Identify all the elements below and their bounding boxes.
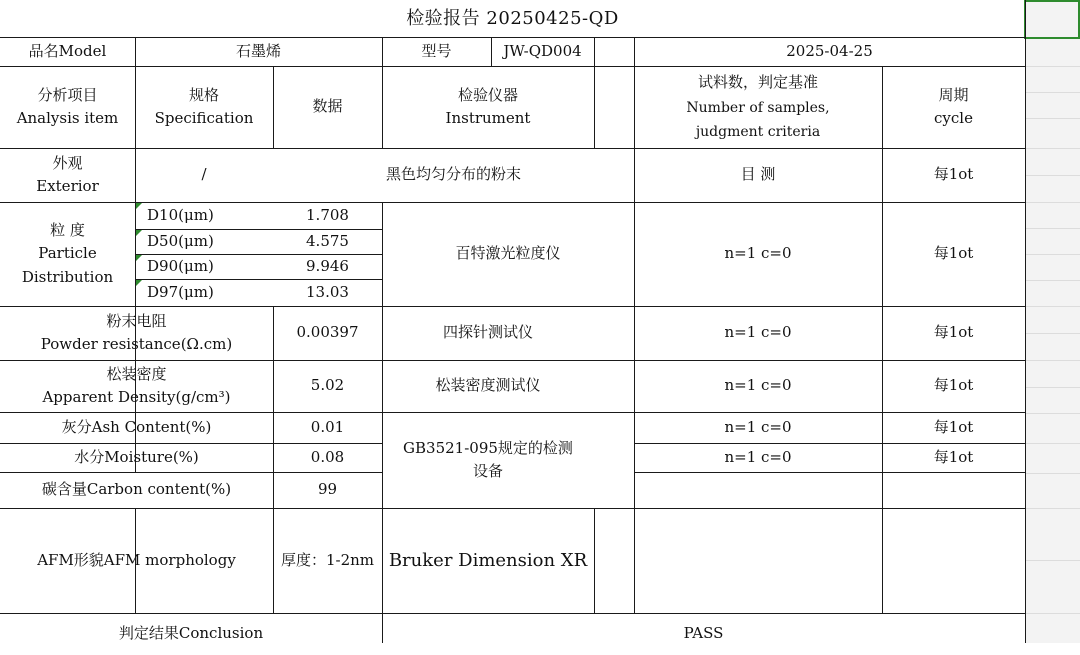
density-value: 5.02	[310, 376, 345, 395]
product-name-value: 石墨烯	[235, 41, 281, 60]
particle-spec-d97: D97(μm)	[147, 282, 214, 301]
product-name-label: 品名Model	[28, 41, 107, 60]
ash-cycle: 每1ot	[933, 417, 974, 436]
moisture-item: 水分Moisture(%)	[74, 447, 199, 466]
column-header-specification: 规格 Specification	[154, 85, 254, 127]
density-criteria: n=1 c=0	[724, 376, 792, 395]
gb-instrument: GB3521-095规定的检测 设备	[403, 438, 573, 480]
carbon-item: 碳含量Carbon content(%)	[41, 480, 232, 499]
conclusion-value: PASS	[683, 624, 724, 643]
moisture-value: 0.08	[310, 447, 345, 466]
afm-value: 厚度：1-2nm	[280, 550, 375, 569]
ash-criteria: n=1 c=0	[724, 417, 792, 436]
column-header-analysis-item: 分析项目 Analysis item	[16, 85, 119, 127]
exterior-value: 黑色均匀分布的粉末	[385, 165, 521, 184]
exterior-spec: /	[201, 165, 207, 184]
particle-value-d10: 1.708	[306, 205, 349, 224]
moisture-cycle: 每1ot	[933, 447, 974, 466]
density-instrument: 松装密度测试仪	[435, 376, 541, 395]
exterior-criteria: 目 测	[740, 165, 776, 184]
resistance-criteria: n=1 c=0	[724, 323, 792, 342]
particle-item: 粒 度 Particle Distribution	[21, 221, 114, 286]
particle-spec-d50: D50(μm)	[147, 231, 214, 250]
particle-value-d97: 13.03	[306, 282, 349, 301]
particle-value-d50: 4.575	[306, 231, 349, 250]
model-value: JW-QD004	[503, 41, 582, 60]
report-date: 2025-04-25	[786, 41, 873, 60]
column-header-criteria: 试料数，判定基准 Number of samples, judgment criteria	[686, 73, 830, 141]
resistance-value: 0.00397	[296, 323, 359, 342]
column-header-data: 数据	[312, 97, 343, 116]
report-title: 检验报告 20250425-QD	[406, 7, 619, 29]
exterior-cycle: 每1ot	[933, 165, 974, 184]
resistance-instrument: 四探针测试仪	[442, 323, 533, 342]
particle-spec-d10: D10(μm)	[147, 205, 214, 224]
particle-criteria: n=1 c=0	[724, 244, 792, 263]
blank-sheet-area	[1026, 0, 1080, 643]
carbon-value: 99	[317, 480, 338, 499]
resistance-item: 粉末电阻 Powder resistance(Ω.cm)	[40, 311, 233, 353]
particle-spec-d90: D90(μm)	[147, 256, 214, 275]
particle-instrument: 百特激光粒度仪	[455, 244, 561, 263]
particle-cycle: 每1ot	[933, 244, 974, 263]
column-header-cycle: 周期 cycle	[934, 85, 973, 127]
conclusion-label: 判定结果Conclusion	[118, 624, 264, 643]
afm-instrument: Bruker Dimension XR	[388, 549, 588, 571]
moisture-criteria: n=1 c=0	[724, 447, 792, 466]
exterior-item: 外观 Exterior	[36, 153, 99, 195]
ash-value: 0.01	[310, 417, 345, 436]
model-label: 型号	[421, 41, 452, 60]
column-header-instrument: 检验仪器 Instrument	[445, 85, 531, 127]
afm-item: AFM形貌AFM morphology	[37, 550, 236, 569]
ash-item: 灰分Ash Content(%)	[61, 417, 212, 436]
density-item: 松装密度 Apparent Density(g/cm³)	[42, 364, 231, 406]
selected-cell[interactable]	[1024, 0, 1080, 39]
density-cycle: 每1ot	[933, 376, 974, 395]
particle-value-d90: 9.946	[306, 256, 349, 275]
resistance-cycle: 每1ot	[933, 323, 974, 342]
